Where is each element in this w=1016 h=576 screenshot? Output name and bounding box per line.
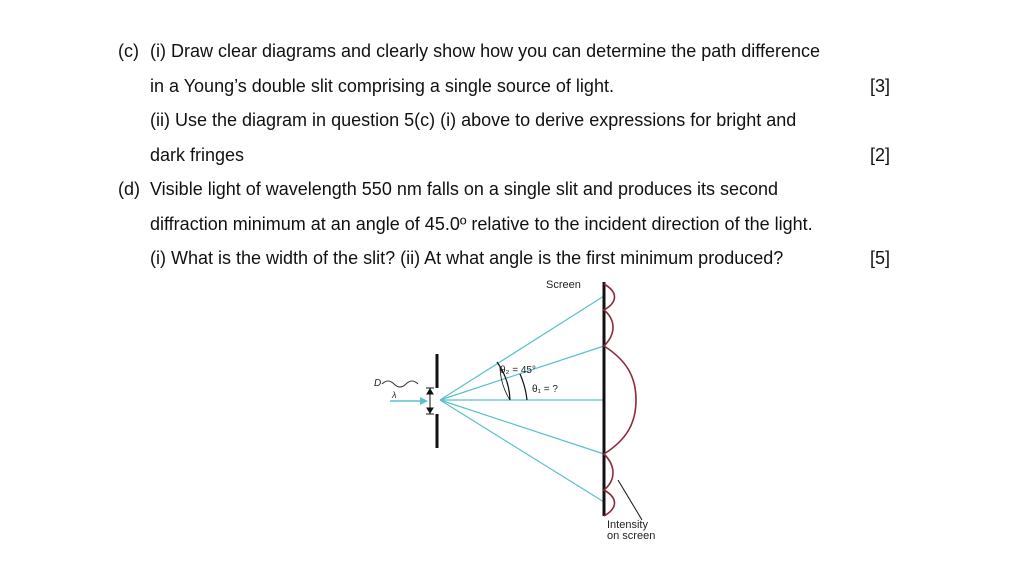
question-d-label: (d) bbox=[118, 179, 140, 199]
theta1-label: θ₁ = ? bbox=[532, 384, 558, 395]
question-d-line1: Visible light of wavelength 550 nm falls on a single slit and produces its second bbox=[150, 179, 779, 199]
wavelength-label: λ bbox=[392, 390, 397, 400]
question-d-line2: diffraction minimum at an angle of 45.0º relative to the incident direction of the light. bbox=[150, 214, 813, 234]
question-c-label: (c) bbox=[118, 41, 139, 61]
question-c-ii-marks: [2] bbox=[869, 145, 890, 165]
question-c-ii-line2: dark fringes bbox=[150, 145, 245, 165]
question-d-marks: [5] bbox=[869, 248, 890, 268]
screen-label: Screen bbox=[546, 279, 581, 291]
intensity-pointer bbox=[618, 480, 642, 520]
ray-lower-inner bbox=[440, 400, 604, 454]
question-c-ii-line1: (ii) Use the diagram in question 5(c) (i) above to derive expressions for bright and bbox=[150, 110, 797, 130]
slit-width-label: D bbox=[374, 378, 382, 389]
question-c-i-line1: (i) Draw clear diagrams and clearly show how you can determine the path difference bbox=[150, 41, 820, 61]
single-slit-diffraction-figure bbox=[360, 276, 720, 552]
ray-lower-outer bbox=[440, 400, 604, 502]
theta1-arc bbox=[520, 374, 527, 400]
ray-upper-outer bbox=[440, 296, 604, 400]
question-d-line3: (i) What is the width of the slit? (ii) At what angle is the first minimum produced? bbox=[150, 248, 784, 268]
incoming-wave bbox=[382, 381, 418, 387]
question-c-i-line2: in a Young’s double slit comprising a single source of light. bbox=[150, 76, 614, 96]
intensity-label-line2: on screen bbox=[607, 530, 656, 542]
theta2-label: θ₂ = 45° bbox=[500, 365, 536, 376]
question-c-i-marks: [3] bbox=[869, 76, 890, 96]
intensity-label-line1: Intensity bbox=[607, 519, 648, 531]
diffraction-rays bbox=[440, 296, 604, 502]
intensity-curve bbox=[604, 284, 636, 516]
